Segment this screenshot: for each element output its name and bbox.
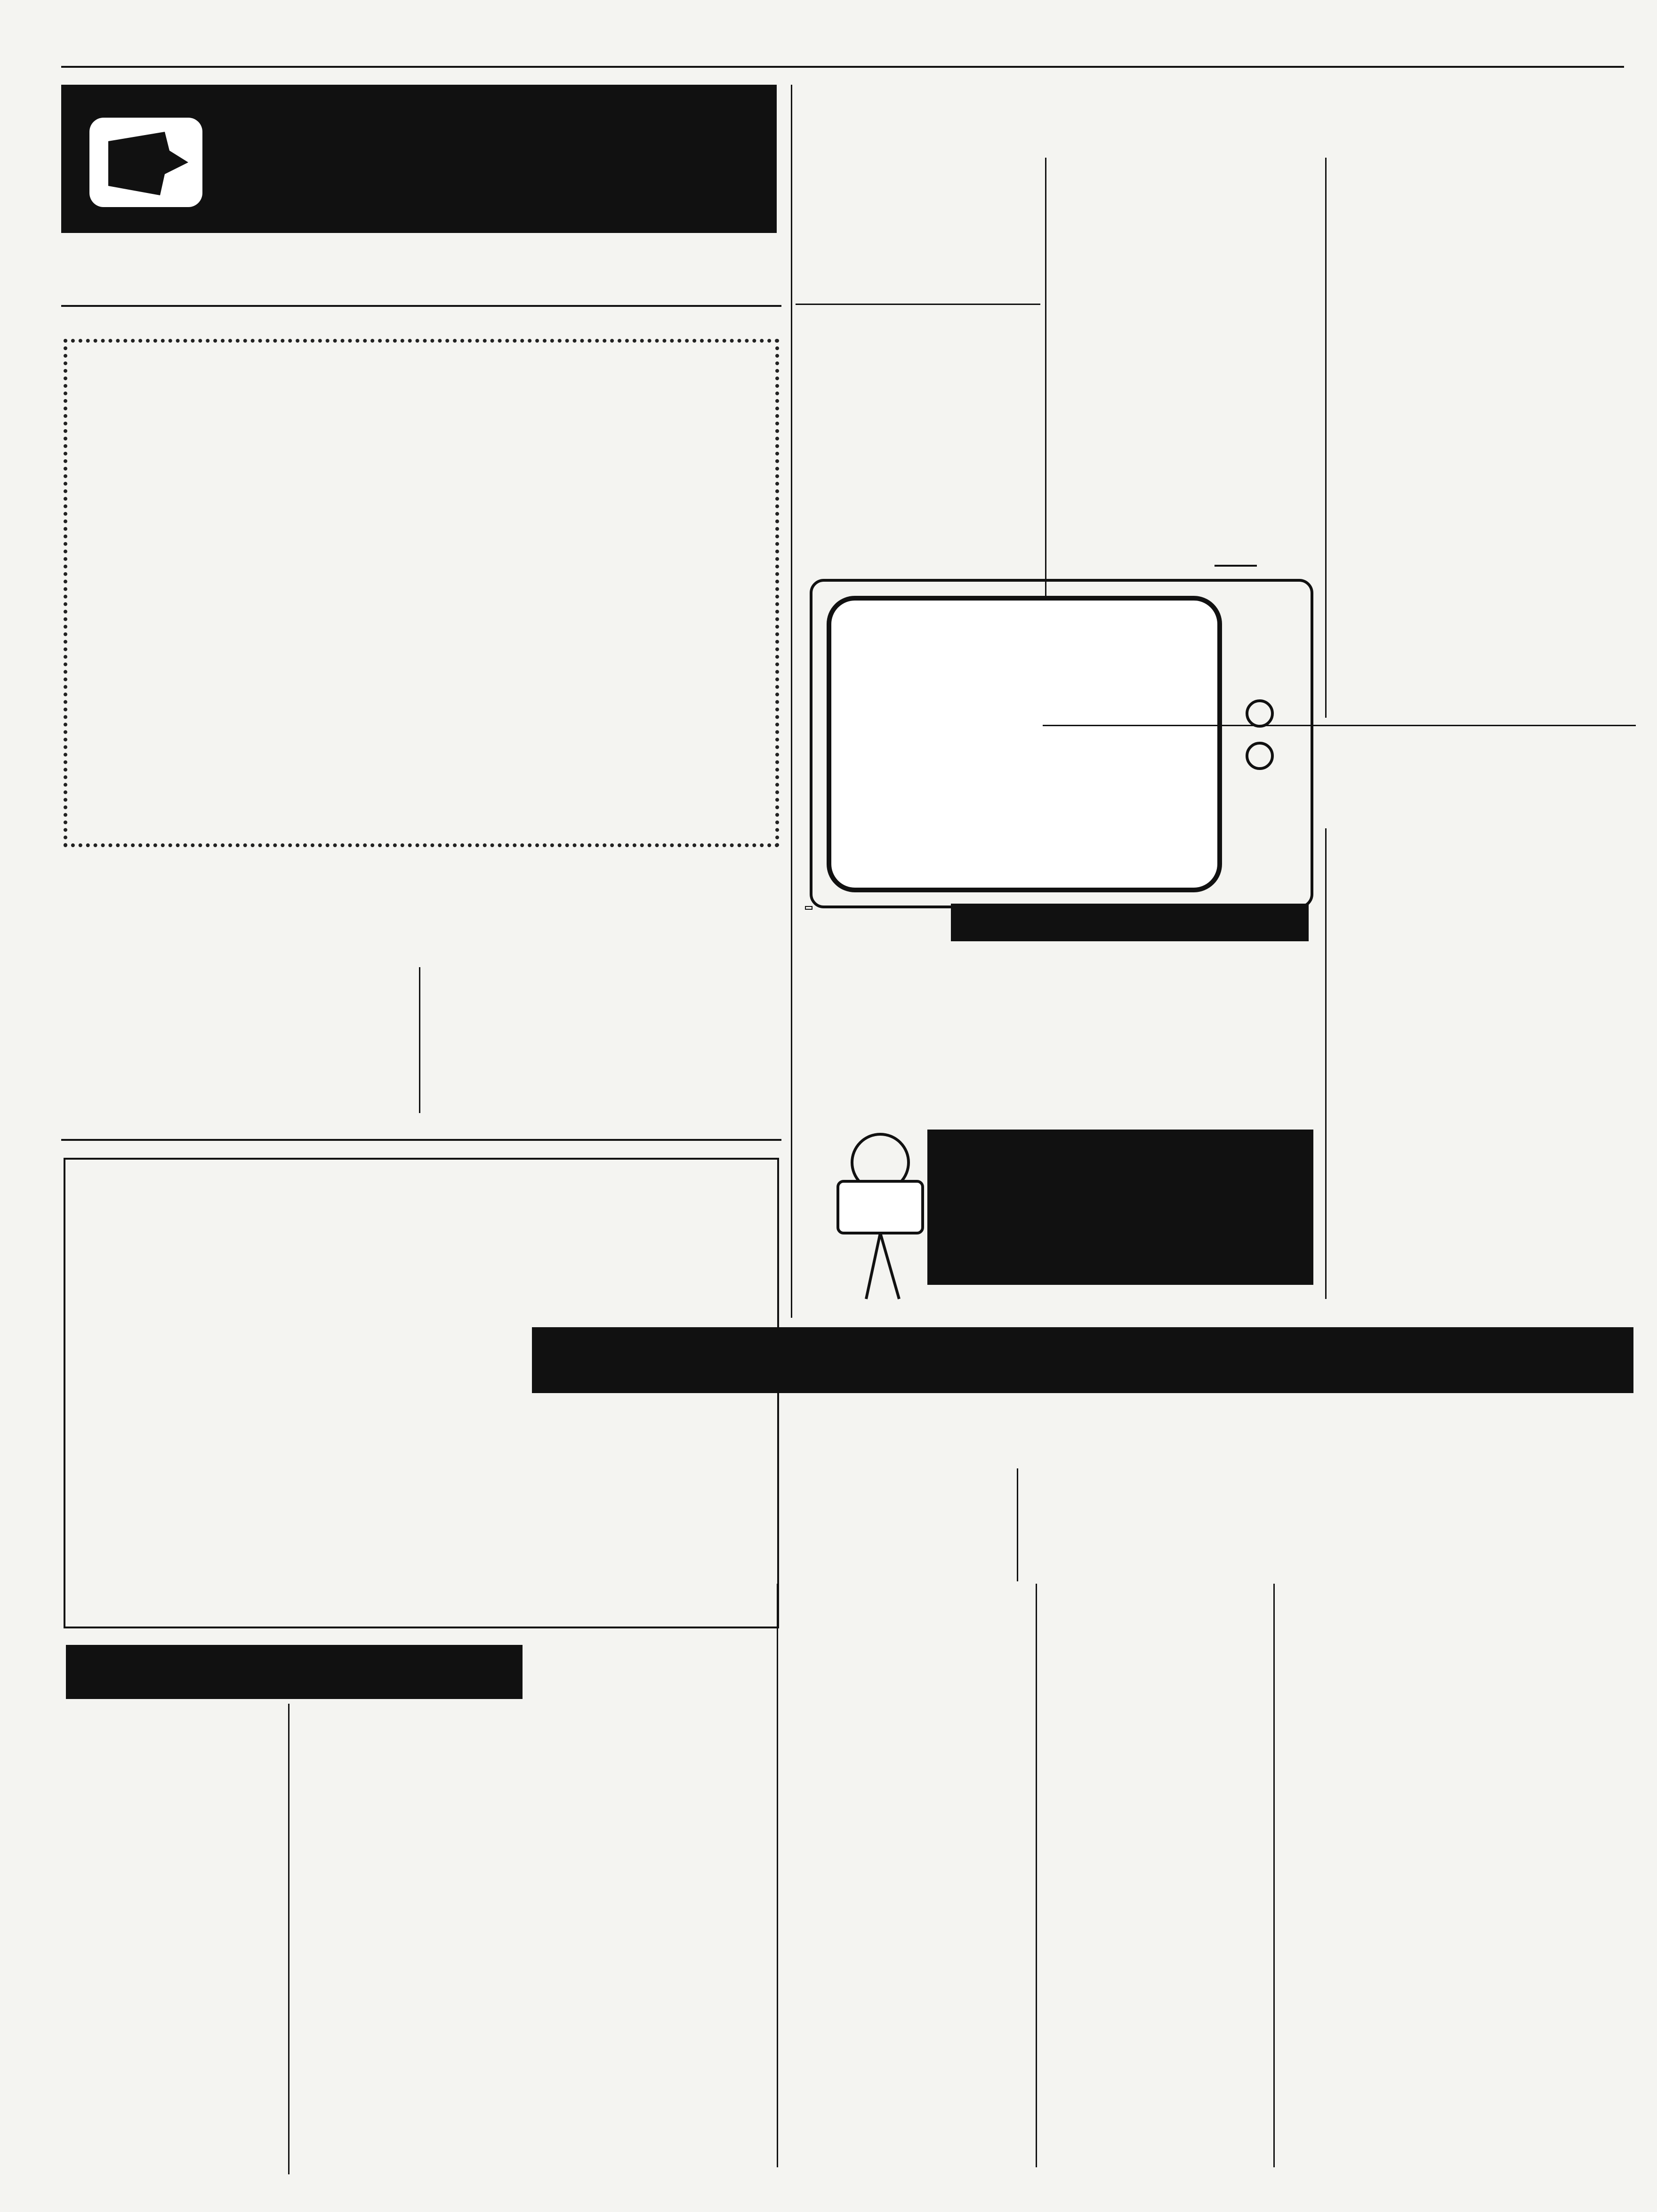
critica-divider-3	[1273, 1584, 1275, 2167]
critica-col-3	[1043, 1584, 1269, 2167]
domingo-top-rule	[796, 304, 1040, 305]
critica-divider-1	[777, 1584, 778, 2167]
estoril-badge	[805, 906, 812, 910]
tv-antenna	[1215, 565, 1257, 579]
radio-banner	[66, 1645, 523, 1699]
banner-rule	[61, 305, 781, 307]
madeline-divider	[1325, 828, 1327, 1299]
critica-col-4	[1280, 1584, 1633, 2134]
eurovisao-divider	[419, 967, 420, 1113]
festival-col-3	[1332, 158, 1633, 718]
radio-man-icon	[805, 1111, 946, 1308]
tv-knob-1	[1246, 699, 1274, 728]
column-divider-left	[791, 85, 792, 1318]
radio-divider-1	[288, 1704, 290, 2174]
critica-divider-2	[1036, 1584, 1037, 2167]
festival-divider-2	[1325, 158, 1327, 718]
radio-col-2	[294, 1704, 511, 2174]
radio-col-1	[66, 1741, 282, 2174]
madeline-top-rule	[1043, 725, 1636, 726]
programa2-box	[64, 339, 779, 847]
critica-lead-divider	[1017, 1468, 1018, 1581]
tv-knob-2	[1246, 742, 1274, 770]
madeline-col-1	[1050, 828, 1320, 1299]
tv-logo-icon	[71, 104, 221, 216]
tv-dia-a-dia-banner	[61, 85, 777, 233]
eurovisao-rule	[61, 1139, 781, 1141]
critica-banner	[532, 1327, 1633, 1393]
header-rule	[61, 66, 1624, 68]
amanha-box	[64, 1158, 779, 1628]
